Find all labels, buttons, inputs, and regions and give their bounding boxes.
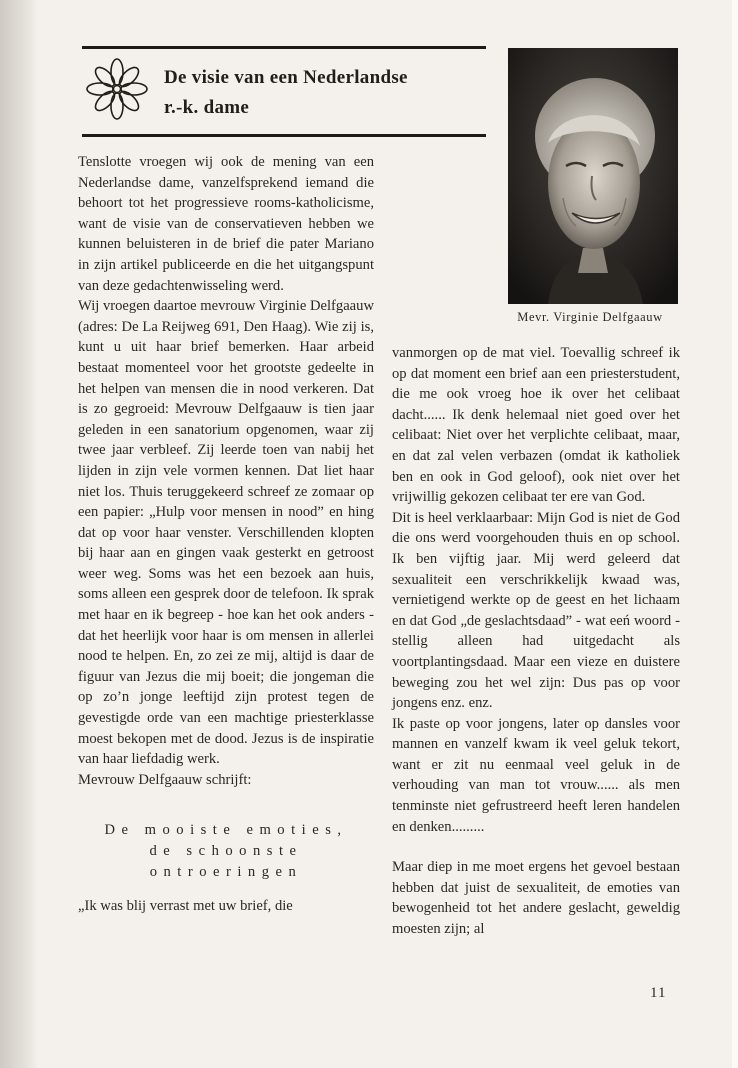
paragraph-letter-2: Dit is heel verklaarbaar: Mijn God is niet de God die ons werd voorgehouden thuis en op school. Ik ben vijftig jaar. Mij werd geleerd dat sexualiteit een verschrikkelijk kwaad was, vernietigend werkte op de geest en het lichaam en dat God „de geslachtsdaad” - wat eeń woord - stellig alleen had uitgedacht als voortplantingsdaad. Maar een vieze en duistere beweging zou het wel zijn: Dus pas op voor jongens enz. enz. — [392, 509, 680, 712]
right-column — [392, 343, 680, 940]
paragraph-intro: Tenslotte vroegen wij ook de mening van een Nederlandse dame, vanzelfsprekend iemand die behoort tot het progressieve rooms-katholicisme, want de visie van de conservatieven hebben we kunnen beluisteren in de brief die pater Mariano in zijn artikel publiceerde en die het uitgangspunt van deze gedachtenwisseling werd. — [78, 154, 374, 294]
page-binding-shadow — [0, 0, 38, 1068]
quote-subheading — [78, 820, 374, 882]
article-title — [164, 63, 484, 123]
header-rule-bottom — [82, 134, 486, 137]
paragraph-about: Wij vroegen daartoe mevrouw Virginie Delfgaauw (adres: De La Reijweg 691, Den Haag). Wie zij is, kunt u uit haar brief bemerken. Haar arbeid bestaat momenteel voor het grootste gedeelte in het helpen van mensen die in nood verkeren. Dat is zo gegroeid: Mevrouw Delfgaauw is tien jaar geleden in een sanatorium opgenomen, waar zij twee jaar verbleef. Zij leerde toen van nabij het lijden in zijn vele vormen kennen. Dat liet haar niet los. Thuis teruggekeerd schreef ze zomaar op een papier: „Hulp voor mensen in nood” en hing dat op voor haar venster. Verschillenden klopten bij haar aan en gingen vaak gesterkt en getroost weer weg. Soms was het een bezoek aan huis, soms alleen een gesprek door de telefoon. Ik sprak met haar en ik begreep - hoe kan het ook anders - dat het heerlijk voor haar is om mensen in allerlei nood te helpen. En, zo zei ze mij, altijd is daar de figuur van Jezus die mij boeit; die jongeman die op zo’n jonge leeftijd zijn protest tegen de gevestigde orde van een machtige priesterklasse moest bekopen met de dood. Jezus is de inspiratie van haar liefdadig werk. — [78, 298, 374, 768]
photo-caption: Mevr. Virginie Delfgaauw — [517, 310, 663, 324]
paragraph-writes: Mevrouw Delfgaauw schrijft: — [78, 771, 252, 788]
paragraph-letter-3: Ik paste op voor jongens, later op dansles voor mannen en vanzelf kwam ik veel geluk tekort, want er zit nu eenmaal veel geluk in de verhouding van man tot vrouw...... als men tenminste niet gefrustreerd heeft leren handelen en denken......... — [392, 715, 680, 835]
article-title-line-1: De visie van een Nederlandse — [164, 67, 408, 88]
paragraph-letter-1: vanmorgen op de mat viel. Toevallig schreef ik op dat moment een brief aan een priesterstudent, die me ook vroeg hoe ik over het celibaat dacht...... Ik denk helemaal niet goed over het celibaat: Niet over het verplichte celibaat, maar, en dat zal velen verbazen (omdat ik katholiek ben en ook in God geloof), ook niet over het vrijwillig gekozen celibaat ter ere van God. — [392, 345, 680, 506]
paragraph-letter-4: Maar diep in me moet ergens het gevoel bestaan hebben dat juist de sexualiteit, de emoties van bewogenheid tot het andere geslacht, geweldig moesten zijn; al — [392, 859, 680, 938]
article-title-line-2: r.-k. dame — [164, 97, 250, 118]
flower-ornament-icon — [86, 58, 148, 120]
paragraph-quote-start: „Ik was blij verrast met uw brief, die — [78, 898, 293, 915]
left-column — [78, 152, 374, 917]
quote-subheading-line-2: de schoonste ontroeringen — [149, 843, 303, 880]
quote-subheading-line-1: De mooiste emoties, — [104, 822, 348, 839]
page-number: 11 — [650, 985, 667, 1001]
page-edge — [732, 0, 738, 1068]
header-rule-top — [82, 46, 486, 49]
portrait-photo — [508, 48, 678, 304]
portrait-image — [508, 48, 678, 304]
